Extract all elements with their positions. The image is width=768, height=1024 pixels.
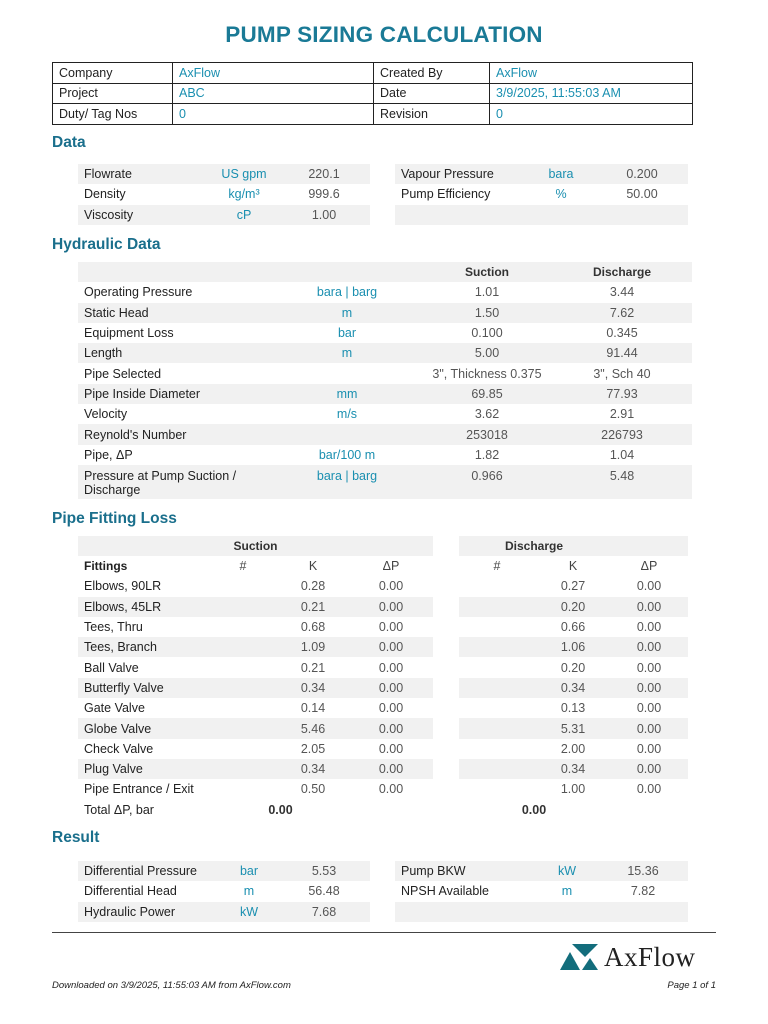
fitting-k: 0.34 (560, 762, 586, 777)
fitting-k: 0.21 (300, 660, 326, 675)
total-label: Total ΔP, bar (84, 802, 154, 817)
hydraulic-label-line1: Pressure at Pump Suction / (84, 468, 237, 483)
discharge-fittings-header (459, 536, 688, 556)
fitting-k: 0.20 (560, 599, 586, 614)
fitting-row-suction (78, 698, 433, 718)
project-label: Project (53, 83, 173, 104)
fitting-k: 5.31 (560, 721, 586, 736)
fitting-dp: 0.00 (636, 741, 662, 756)
fitting-dp: 0.00 (378, 640, 404, 655)
fitting-row-discharge (459, 597, 688, 617)
hydraulic-header-row (78, 262, 692, 282)
fitting-dp: 0.00 (636, 620, 662, 635)
data-label: Vapour Pressure (401, 167, 494, 182)
fitting-dp: 0.00 (378, 782, 404, 797)
hydraulic-heading: Hydraulic Data (52, 236, 161, 253)
data-value: 50.00 (626, 187, 658, 202)
page-number: Page 1 of 1 (667, 980, 716, 991)
hydraulic-row (78, 343, 692, 363)
hydraulic-unit: m (341, 305, 353, 320)
total-suction: 0.00 (268, 802, 293, 817)
data-value: 999.6 (308, 187, 340, 202)
fitting-dp: 0.00 (378, 680, 404, 695)
axflow-logo-text: AxFlow (604, 941, 696, 972)
fitting-k: 2.00 (560, 741, 586, 756)
fitting-row-discharge (459, 617, 688, 637)
hydraulic-row (78, 303, 692, 323)
hydraulic-label-line2: Discharge (84, 483, 141, 498)
fitting-k: 0.34 (560, 680, 586, 695)
hydraulic-suction-value: 0.966 (471, 468, 503, 483)
suction-col-header: Suction (465, 265, 509, 280)
data-label: Viscosity (84, 207, 134, 222)
suction-fittings-header (78, 536, 433, 556)
hydraulic-discharge-value: 1.04 (609, 447, 635, 462)
fitting-name: Gate Valve (84, 701, 145, 716)
count-col-header: # (493, 559, 501, 574)
hydraulic-table (78, 262, 692, 499)
hydraulic-unit: mm (336, 386, 358, 401)
revision-label: Revision (374, 104, 490, 125)
fitting-row-discharge (459, 739, 688, 759)
fitting-row-suction (78, 637, 433, 657)
hydraulic-suction-value: 5.00 (474, 346, 500, 361)
result-unit: kW (557, 864, 577, 879)
result-row (78, 881, 370, 901)
hydraulic-label: Pipe Inside Diameter (84, 386, 201, 401)
hydraulic-suction-value: 1.82 (474, 447, 500, 462)
fitting-name: Tees, Branch (84, 640, 157, 655)
info-table (52, 62, 693, 125)
fitting-k: 0.66 (560, 620, 586, 635)
result-left-panel (78, 861, 370, 922)
created-by-label: Created By (374, 63, 490, 84)
hydraulic-unit: bar (337, 326, 357, 341)
fitting-name: Check Valve (84, 741, 154, 756)
hydraulic-label: Velocity (84, 407, 128, 422)
fitting-row-suction (78, 576, 433, 596)
fitting-name: Plug Valve (84, 762, 143, 777)
hydraulic-suction-value: 1.50 (474, 305, 500, 320)
data-label: Flowrate (84, 167, 132, 182)
hydraulic-discharge-value: 3.44 (609, 285, 635, 300)
company-value: AxFlow (173, 63, 374, 84)
hydraulic-label: Reynold's Number (84, 427, 187, 442)
result-label: Hydraulic Power (84, 904, 176, 919)
axflow-logo (560, 942, 720, 972)
result-unit: kW (239, 904, 259, 919)
data-row (395, 184, 688, 204)
fitting-k: 0.20 (560, 660, 586, 675)
date-label: Date (374, 83, 490, 104)
result-value: 7.68 (311, 904, 337, 919)
hydraulic-row (78, 384, 692, 404)
fittings-heading: Pipe Fitting Loss (52, 510, 177, 527)
data-unit: % (555, 187, 567, 202)
fitting-k: 0.13 (560, 701, 586, 716)
data-label: Pump Efficiency (401, 187, 491, 202)
fitting-name: Globe Valve (84, 721, 152, 736)
hydraulic-row (78, 282, 692, 302)
result-row (395, 881, 688, 901)
hydraulic-label: Operating Pressure (84, 285, 193, 300)
k-col-header: K (568, 559, 578, 574)
fitting-row-discharge (459, 678, 688, 698)
hydraulic-discharge-value: 0.345 (606, 326, 638, 341)
fitting-name: Ball Valve (84, 660, 139, 675)
fitting-dp: 0.00 (378, 620, 404, 635)
hydraulic-discharge-value: 3", Sch 40 (593, 366, 651, 381)
fittings-col-header-row (459, 556, 688, 576)
data-row-empty (395, 205, 688, 225)
fitting-row-suction (78, 657, 433, 677)
data-value: 0.200 (626, 167, 658, 182)
fitting-dp: 0.00 (636, 680, 662, 695)
hydraulic-discharge-value: 7.62 (609, 305, 635, 320)
data-unit: cP (236, 207, 252, 222)
discharge-fittings-table (459, 556, 688, 820)
data-row (395, 164, 688, 184)
result-right-panel (395, 861, 688, 922)
hydraulic-discharge-value: 2.91 (609, 407, 635, 422)
revision-value: 0 (490, 104, 693, 125)
hydraulic-row (78, 424, 692, 444)
fitting-name: Butterfly Valve (84, 680, 164, 695)
fitting-k: 5.46 (300, 721, 326, 736)
company-label: Company (53, 63, 173, 84)
fitting-dp: 0.00 (636, 762, 662, 777)
k-col-header: K (308, 559, 318, 574)
fitting-dp: 0.00 (378, 660, 404, 675)
hydraulic-discharge-value: 226793 (601, 427, 643, 442)
count-col-header: # (239, 559, 247, 574)
fitting-row-discharge (459, 779, 688, 799)
hydraulic-suction-value: 0.100 (471, 326, 503, 341)
fitting-k: 0.68 (300, 620, 326, 635)
fitting-dp: 0.00 (378, 741, 404, 756)
hydraulic-row (78, 445, 692, 465)
page-title: PUMP SIZING CALCULATION (225, 22, 543, 47)
data-left-panel (78, 164, 370, 225)
fitting-row-suction (78, 718, 433, 738)
fitting-dp: 0.00 (636, 701, 662, 716)
data-right-panel (395, 164, 688, 225)
project-value: ABC (173, 83, 374, 104)
download-note: Downloaded on 3/9/2025, 11:55:03 AM from AxFlow.com (52, 980, 291, 991)
fitting-k: 1.09 (300, 640, 326, 655)
result-label: NPSH Available (401, 884, 490, 899)
fitting-row-discharge (459, 637, 688, 657)
hydraulic-suction-value: 3", Thickness 0.375 (432, 366, 542, 381)
hydraulic-label: Static Head (84, 305, 149, 320)
hydraulic-unit: bara | barg (316, 285, 378, 300)
data-unit: US gpm (221, 167, 267, 182)
hydraulic-label (78, 469, 272, 498)
fitting-row-discharge (459, 718, 688, 738)
data-row (78, 164, 370, 184)
fitting-row-suction (78, 617, 433, 637)
hydraulic-suction-value: 253018 (466, 427, 508, 442)
hydraulic-unit: bara | barg (316, 468, 378, 483)
data-value: 220.1 (308, 167, 340, 182)
fitting-k: 1.06 (560, 640, 586, 655)
fitting-row-suction (78, 597, 433, 617)
fitting-row-suction (78, 759, 433, 779)
data-row (78, 205, 370, 225)
hydraulic-suction-value: 1.01 (474, 285, 500, 300)
date-value: 3/9/2025, 11:55:03 AM (490, 83, 693, 104)
hydraulic-row (78, 323, 692, 343)
fitting-k: 0.14 (300, 701, 326, 716)
duty-value: 0 (173, 104, 374, 125)
fitting-row-discharge (459, 657, 688, 677)
hydraulic-unit: m/s (336, 407, 358, 422)
result-unit: bar (239, 864, 259, 879)
fitting-name: Elbows, 90LR (84, 579, 162, 594)
data-unit: kg/m³ (228, 187, 260, 202)
hydraulic-suction-value: 3.62 (474, 407, 500, 422)
data-unit: bara (548, 167, 574, 182)
hydraulic-suction-value: 69.85 (471, 386, 503, 401)
result-heading: Result (52, 829, 100, 846)
data-label: Density (84, 187, 126, 202)
hydraulic-unit: m (341, 346, 353, 361)
data-value: 1.00 (311, 207, 337, 222)
dp-col-header: ΔP (640, 559, 658, 574)
result-label: Differential Pressure (84, 864, 198, 879)
fitting-dp: 0.00 (378, 701, 404, 716)
suction-fittings-table (78, 556, 433, 820)
result-unit: m (243, 884, 255, 899)
hydraulic-row (78, 363, 692, 383)
fitting-row-suction (78, 779, 433, 799)
fitting-k: 0.50 (300, 782, 326, 797)
hydraulic-unit: bar/100 m (318, 447, 376, 462)
fitting-k: 0.34 (300, 762, 326, 777)
total-discharge: 0.00 (521, 802, 547, 817)
hydraulic-row (78, 404, 692, 424)
axflow-logo-icon (560, 944, 598, 970)
fitting-row-discharge (459, 759, 688, 779)
result-row (395, 861, 688, 881)
fittings-col-header-row (78, 556, 433, 576)
fitting-dp: 0.00 (378, 721, 404, 736)
created-by-value: AxFlow (490, 63, 693, 84)
fittings-total-row (78, 800, 433, 820)
result-row (78, 902, 370, 922)
result-label: Pump BKW (401, 864, 466, 879)
fitting-name: Tees, Thru (84, 620, 143, 635)
hydraulic-row-pump-pressure (78, 465, 692, 499)
suction-header: Suction (233, 539, 278, 554)
fitting-k: 0.34 (300, 680, 326, 695)
discharge-col-header: Discharge (592, 265, 652, 280)
result-value: 5.53 (311, 864, 337, 879)
fitting-k: 1.00 (560, 782, 586, 797)
hydraulic-label: Pipe Selected (84, 366, 162, 381)
fitting-k: 2.05 (300, 741, 326, 756)
fitting-k: 0.21 (300, 599, 326, 614)
fittings-total-row (459, 800, 688, 820)
fittings-col-header: Fittings (84, 559, 128, 574)
fitting-dp: 0.00 (636, 660, 662, 675)
result-value: 15.36 (627, 864, 659, 879)
hydraulic-discharge-value: 5.48 (609, 468, 635, 483)
hydraulic-discharge-value: 91.44 (606, 346, 638, 361)
fitting-row-suction (78, 739, 433, 759)
fitting-dp: 0.00 (378, 599, 404, 614)
fitting-dp: 0.00 (636, 721, 662, 736)
data-heading: Data (52, 134, 86, 151)
fitting-row-discharge (459, 698, 688, 718)
fitting-k: 0.28 (300, 579, 326, 594)
result-value: 56.48 (308, 884, 340, 899)
fitting-dp: 0.00 (378, 762, 404, 777)
fitting-dp: 0.00 (636, 599, 662, 614)
discharge-header: Discharge (504, 539, 564, 554)
hydraulic-label: Pipe, ΔP (84, 447, 133, 462)
fitting-row-suction (78, 678, 433, 698)
hydraulic-label: Equipment Loss (84, 326, 174, 341)
result-label: Differential Head (84, 884, 177, 899)
fitting-name: Pipe Entrance / Exit (84, 782, 194, 797)
result-row (78, 861, 370, 881)
hydraulic-label: Length (84, 346, 123, 361)
fitting-row-discharge (459, 576, 688, 596)
footer-divider (52, 932, 716, 933)
duty-label: Duty/ Tag Nos (53, 104, 173, 125)
fitting-dp: 0.00 (636, 640, 662, 655)
data-row (78, 184, 370, 204)
result-row-empty (395, 902, 688, 922)
fitting-dp: 0.00 (636, 782, 662, 797)
result-unit: m (561, 884, 573, 899)
fitting-dp: 0.00 (636, 579, 662, 594)
result-value: 7.82 (630, 884, 656, 899)
fitting-dp: 0.00 (378, 579, 404, 594)
hydraulic-discharge-value: 77.93 (606, 386, 638, 401)
dp-col-header: ΔP (382, 559, 400, 574)
fitting-k: 0.27 (560, 579, 586, 594)
fitting-name: Elbows, 45LR (84, 599, 162, 614)
